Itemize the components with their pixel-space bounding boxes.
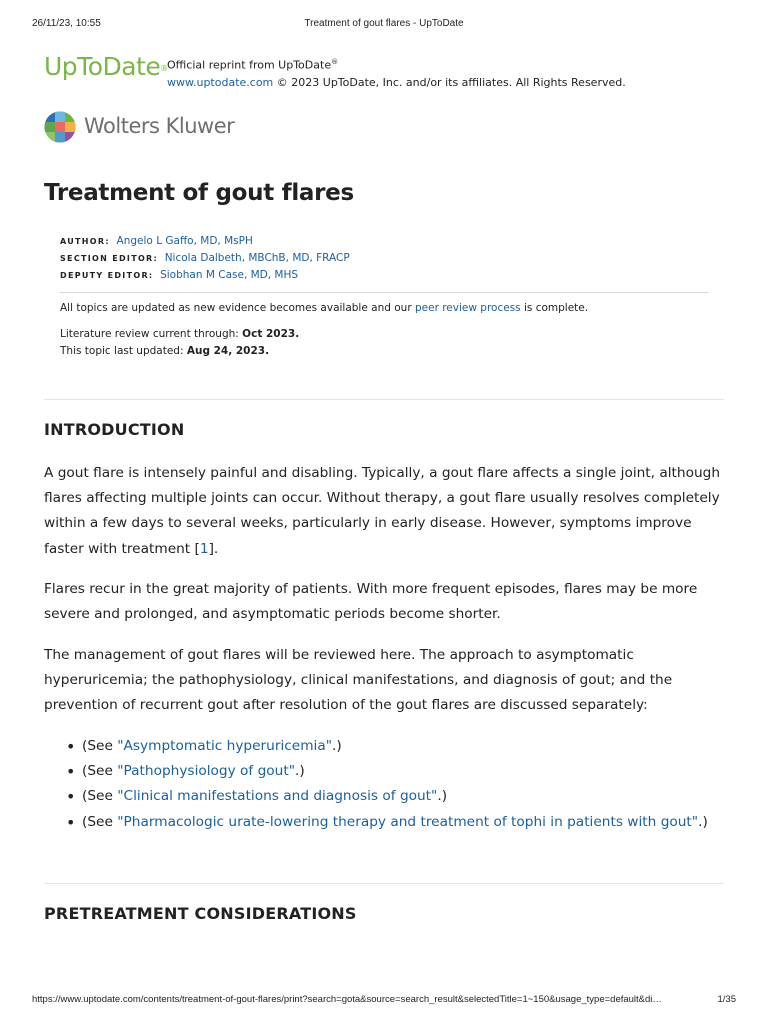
review-label: Literature review current through: (60, 328, 243, 340)
credits-divider (60, 292, 708, 293)
uptodate-site-link[interactable]: www.uptodate.com (167, 75, 274, 89)
publisher-name: Wolters Kluwer (84, 114, 235, 138)
print-url: https://www.uptodate.com/contents/treatment-of-gout-flares/print?search=gota&source=search_result&selectedTitle=1~150&usage_type=default&di… (32, 994, 662, 1005)
credit-author-link[interactable]: Angelo L Gaffo, MD, MsPH (116, 235, 253, 247)
review-value: Oct 2023. (242, 328, 300, 340)
reprint-notice (167, 54, 626, 91)
credit-author (60, 233, 350, 250)
reprint-registered-mark: ® (331, 58, 339, 66)
see-suffix: .) (332, 738, 342, 754)
intro-paragraph-1-end: ]. (208, 540, 219, 557)
see-suffix: .) (437, 788, 448, 805)
see-prefix: (See (82, 738, 118, 754)
page-number: 1/35 (717, 994, 736, 1005)
see-link-asymptomatic-hyperuricemia[interactable]: "Asymptomatic hyperuricemia" (117, 738, 333, 754)
credit-role: AUTHOR: (60, 237, 110, 246)
literature-review-date (60, 326, 299, 343)
uptodate-logo[interactable] (44, 52, 168, 82)
update-notice (60, 300, 588, 317)
intro-paragraph-2: Flares recur in the great majority of patients. With more frequent episodes, flares may be more severe and prolonged, and asymptomatic periods become shorter. (44, 581, 698, 623)
see-also-list (66, 734, 726, 835)
credit-deputy-editor (60, 267, 350, 284)
pretreatment-heading: PRETREATMENT CONSIDERATIONS (44, 904, 357, 923)
updated-label: This topic last updated: (60, 345, 187, 357)
see-prefix: (See (82, 788, 118, 805)
list-item (66, 810, 726, 835)
section-divider (44, 399, 724, 400)
wolters-kluwer-mark-icon (44, 111, 76, 143)
uptodate-logo-text: UpToDate (44, 52, 161, 81)
see-suffix: .) (295, 763, 305, 780)
introduction-heading: INTRODUCTION (44, 420, 185, 439)
section-divider (44, 883, 724, 884)
see-suffix: .) (698, 813, 708, 830)
peer-review-link[interactable]: peer review process (414, 302, 521, 314)
see-prefix: (See (82, 763, 118, 780)
credit-role: DEPUTY EDITOR: (60, 271, 154, 280)
credit-role: SECTION EDITOR: (60, 254, 159, 263)
credit-section-editor (60, 250, 350, 267)
reference-link-1[interactable]: 1 (199, 540, 209, 557)
intro-paragraph-1 (44, 461, 734, 562)
see-prefix: (See (82, 813, 118, 830)
updated-value: Aug 24, 2023. (186, 345, 270, 357)
list-item (66, 759, 726, 784)
credit-deputy-editor-link[interactable]: Siobhan M Case, MD, MHS (160, 269, 299, 281)
topic-credits (60, 233, 350, 284)
update-notice-suffix: is complete. (520, 302, 589, 314)
intro-paragraph-1-text: A gout flare is intensely painful and disabling. Typically, a gout flare affects a single joint, although flares affecting multiple joints can occur. Without therapy, a gout flare usually resolves completely within a few days to several weeks, particularly in early disease. However, symptoms improve faster with treatment [ (44, 465, 721, 557)
print-datetime: 26/11/23, 10:55 (32, 18, 101, 29)
see-link-clinical-manifestations[interactable]: "Clinical manifestations and diagnosis of gout" (117, 788, 438, 805)
see-link-pathophysiology-of-gout[interactable]: "Pathophysiology of gout" (117, 763, 296, 780)
print-page-title: Treatment of gout flares - UpToDate (304, 18, 464, 29)
credit-section-editor-link[interactable]: Nicola Dalbeth, MBChB, MD, FRACP (164, 252, 350, 264)
print-header (0, 18, 768, 32)
registered-mark: ® (160, 64, 168, 73)
list-item (66, 734, 726, 759)
update-notice-text: All topics are updated as new evidence becomes available and our (60, 302, 415, 314)
last-updated-date (60, 343, 269, 360)
list-item (66, 784, 726, 809)
print-footer (0, 994, 768, 1008)
reprint-text: Official reprint from UpToDate (167, 58, 332, 72)
topic-title: Treatment of gout flares (44, 180, 354, 206)
see-link-urate-lowering-therapy[interactable]: "Pharmacologic urate-lowering therapy and treatment of tophi in patients with gout" (117, 813, 699, 830)
copyright-text: © 2023 UpToDate, Inc. and/or its affiliates. All Rights Reserved. (273, 75, 626, 89)
intro-paragraph-3: The management of gout flares will be reviewed here. The approach to asymptomatic hyperuricemia; the pathophysiology, clinical manifestations, and diagnosis of gout; and the prevention of recurrent gout after resolution of the gout flares are discussed separately: (44, 647, 673, 714)
